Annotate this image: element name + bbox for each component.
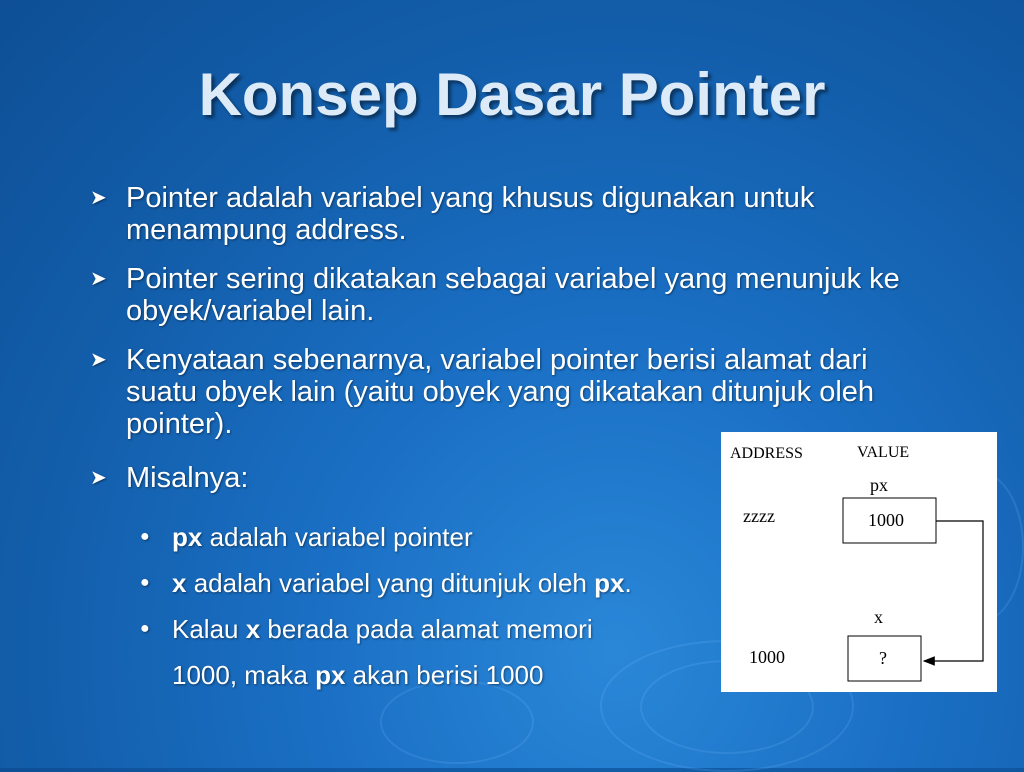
value-column-header: VALUE	[857, 444, 910, 461]
sub-bullet-item	[140, 606, 780, 652]
address-column-header: ADDRESS	[730, 445, 803, 462]
arrow-bullet-icon: ➤	[90, 187, 107, 209]
bullet-text: Kenyataan sebenarnya, variabel pointer berisi alamat dari suatu obyek lain (yaitu obyek yang dikatakan ditunjuk oleh pointer).	[126, 344, 875, 440]
bold-term: px	[315, 660, 346, 690]
sub-bullet-text: akan berisi 1000	[345, 660, 544, 690]
x-value: ?	[879, 648, 887, 668]
px-value: 1000	[868, 510, 904, 530]
x-variable-label: x	[874, 607, 883, 627]
bullet-item	[88, 344, 946, 440]
x-address: 1000	[749, 647, 785, 667]
sub-bullet-text: berada pada alamat memori	[260, 614, 593, 644]
bullet-text: Pointer adalah variabel yang khusus digunakan untuk menampung address.	[126, 182, 815, 246]
bullet-item	[88, 182, 958, 246]
px-address: zzzz	[743, 506, 775, 526]
dot-bullet-icon: ●	[140, 574, 150, 591]
pointer-diagram	[721, 432, 997, 692]
sub-bullet-text: adalah variabel pointer	[202, 522, 473, 552]
sub-bullet-item	[140, 514, 780, 560]
bullet-text: Misalnya:	[126, 462, 249, 494]
sub-bullet-text: .	[624, 568, 632, 598]
sub-bullet-text: Kalau	[172, 614, 246, 644]
bold-term: x	[245, 614, 261, 644]
dot-bullet-icon: ●	[140, 528, 150, 545]
bold-term: px	[594, 568, 625, 598]
arrow-bullet-icon: ➤	[90, 349, 107, 371]
arrow-bullet-icon: ➤	[90, 268, 107, 290]
sub-bullet-continuation	[140, 652, 780, 698]
dot-bullet-icon: ●	[140, 620, 150, 637]
sub-bullet-item	[140, 560, 780, 606]
slide-title: Konsep Dasar Pointer	[198, 61, 826, 128]
sub-bullet-list	[140, 514, 780, 698]
bold-term: x	[172, 568, 187, 598]
pointer-diagram-svg	[721, 432, 997, 692]
arrow-bullet-icon: ➤	[90, 467, 107, 489]
bullet-text: Pointer sering dikatakan sebagai variabel yang menunjuk ke obyek/variabel lain.	[126, 263, 900, 327]
bullet-item	[88, 263, 958, 327]
sub-bullet-text: 1000, maka	[172, 660, 316, 690]
px-variable-label: px	[870, 475, 888, 495]
sub-bullet-text: adalah variabel yang ditunjuk oleh	[186, 568, 595, 598]
bold-term: px	[172, 522, 203, 552]
